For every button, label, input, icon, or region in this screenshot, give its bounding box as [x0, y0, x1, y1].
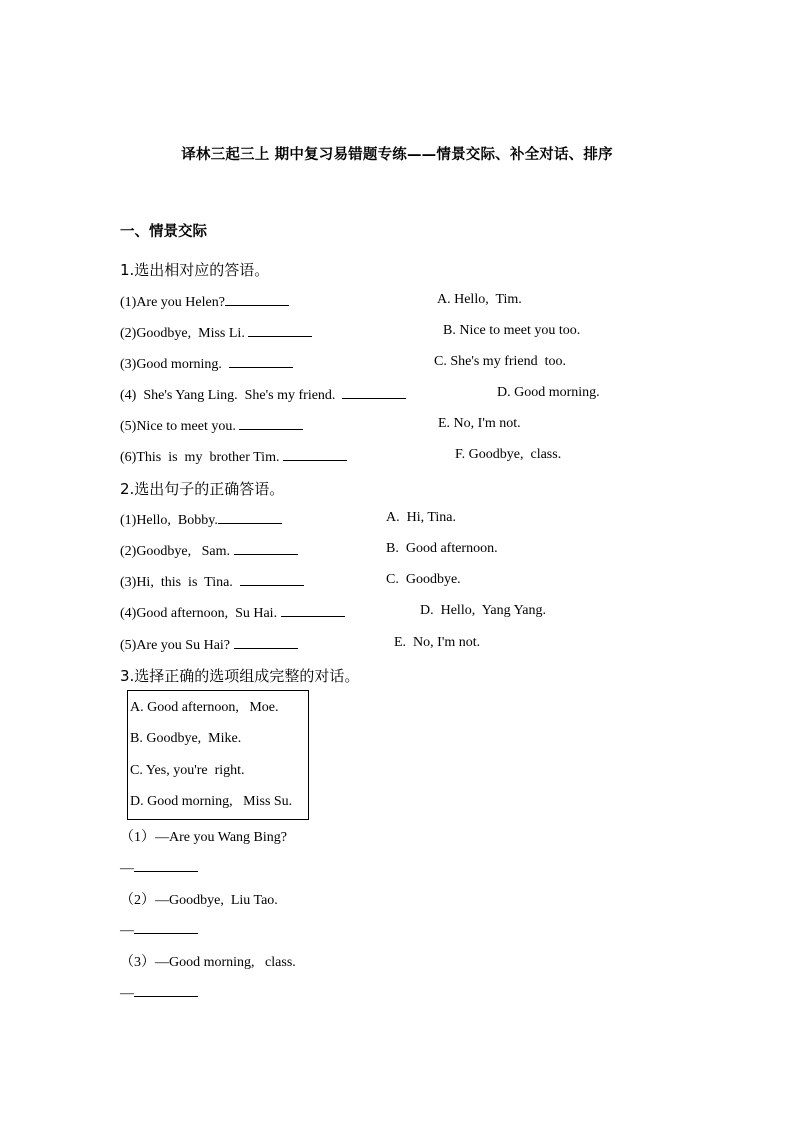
q3-question-3: （3）—Good morning, class. — [120, 955, 296, 970]
q1-question-5: (5)Nice to meet you. — [120, 419, 236, 434]
q3-question-1: （1）—Are you Wang Bing? — [120, 830, 287, 845]
question-1-heading: 1.选出相对应的答语。 — [120, 261, 270, 279]
answer-blank[interactable] — [239, 416, 303, 430]
q3-question-2: （2）—Goodbye, Liu Tao. — [120, 893, 278, 908]
q1-option-d: D. Good morning. — [497, 385, 600, 400]
q2-option-c: C. Goodbye. — [386, 572, 461, 587]
dash: — — [120, 923, 134, 938]
q1-option-a: A. Hello, Tim. — [437, 292, 522, 307]
answer-blank[interactable] — [218, 510, 282, 524]
answer-blank[interactable] — [240, 572, 304, 586]
q3-option-b: B. Goodbye, Mike. — [130, 731, 242, 746]
q1-option-c: C. She's my friend too. — [434, 354, 567, 369]
answer-blank[interactable] — [342, 385, 406, 399]
q1-question-6: (6)This is my brother Tim. — [120, 450, 280, 465]
answer-blank[interactable] — [134, 920, 198, 934]
q1-question-2: (2)Goodbye, Miss Li. — [120, 326, 245, 341]
dash: — — [120, 986, 134, 1001]
q2-question-4: (4)Good afternoon, Su Hai. — [120, 606, 278, 621]
q2-option-d: D. Hello, Yang Yang. — [420, 603, 547, 618]
q2-option-e: E. No, I'm not. — [394, 635, 481, 650]
q1-option-b: B. Nice to meet you too. — [443, 323, 581, 338]
answer-blank[interactable] — [134, 983, 198, 997]
answer-blank[interactable] — [281, 603, 345, 617]
q2-option-a: A. Hi, Tina. — [386, 510, 457, 525]
answer-blank[interactable] — [225, 292, 289, 306]
page-title: 译林三起三上 期中复习易错题专练——情景交际、补全对话、排序 — [181, 147, 613, 163]
q2-option-b: B. Good afternoon. — [386, 541, 498, 556]
answer-blank[interactable] — [234, 541, 298, 555]
q1-option-f: F. Goodbye, class. — [455, 447, 562, 462]
q1-question-1: (1)Are you Helen? — [120, 295, 225, 310]
question-3-heading: 3.选择正确的选项组成完整的对话。 — [120, 667, 360, 685]
answer-blank[interactable] — [134, 858, 198, 872]
q3-option-a: A. Good afternoon, Moe. — [130, 700, 279, 715]
answer-blank[interactable] — [234, 635, 298, 649]
options-box — [127, 690, 309, 820]
q1-option-e: E. No, I'm not. — [438, 416, 521, 431]
q1-question-3: (3)Good morning. — [120, 357, 222, 372]
question-2-heading: 2.选出句子的正确答语。 — [120, 480, 285, 498]
answer-blank[interactable] — [248, 323, 312, 337]
q3-option-d: D. Good morning, Miss Su. — [130, 794, 293, 809]
q3-option-c: C. Yes, you're right. — [130, 763, 245, 778]
section-heading: 一、情景交际 — [120, 224, 207, 240]
answer-blank[interactable] — [283, 447, 347, 461]
q2-question-2: (2)Goodbye, Sam. — [120, 544, 231, 559]
dash: — — [120, 861, 134, 876]
answer-blank[interactable] — [229, 354, 293, 368]
q2-question-5: (5)Are you Su Hai? — [120, 638, 231, 653]
q2-question-1: (1)Hello, Bobby. — [120, 513, 218, 528]
q1-question-4: (4) She's Yang Ling. She's my friend. — [120, 388, 336, 403]
q2-question-3: (3)Hi, this is Tina. — [120, 575, 233, 590]
